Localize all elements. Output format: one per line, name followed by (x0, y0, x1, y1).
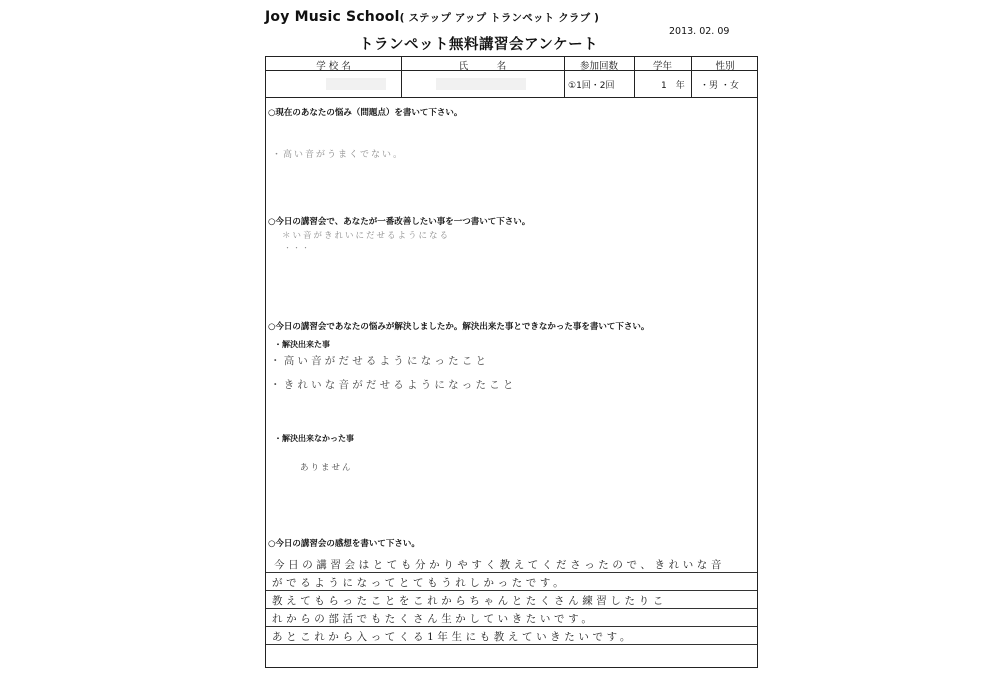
survey-form (265, 56, 758, 668)
participation-count-value[interactable]: ①1回・2回 (568, 81, 615, 91)
header-grade-column: 学年 (652, 61, 672, 72)
impression-line[interactable]: あとこれから入ってくる1年生にも教えていきたいです。 (272, 631, 634, 643)
question-resolution: ○今日の講習会であなたの悩みが解決しましたか。解決出来た事とできなかった事を書いて下さい。 (268, 322, 650, 332)
answer-improvement-goal-extra[interactable]: ・・・ (284, 244, 311, 252)
redacted-name-field[interactable] (436, 78, 526, 90)
header-gender-column: 性別 (715, 61, 735, 72)
survey-date: 2013. 02. 09 (669, 26, 730, 37)
redacted-school-field[interactable] (326, 78, 386, 90)
header-name-column: 氏 名 (458, 61, 507, 72)
gender-value[interactable]: ・男 ・女 (700, 81, 739, 91)
question-current-problem: ○現在のあなたの悩み（問題点）を書いて下さい。 (268, 108, 463, 118)
unsolved-item[interactable]: ありません (300, 463, 353, 473)
solved-item[interactable]: ・高い音がだせるようになったこと (270, 355, 490, 367)
grade-value[interactable]: 1 年 (661, 81, 685, 91)
school-header (265, 9, 599, 25)
unsolved-label: ・解決出来なかった事 (274, 434, 354, 443)
impression-line[interactable]: がでるようになってとてもうれしかったです。 (272, 577, 568, 589)
survey-sheet (255, 0, 765, 700)
school-name: Joy Music School (265, 9, 400, 25)
solved-item[interactable]: ・きれいな音がだせるようになったこと (270, 379, 517, 391)
solved-label: ・解決出来た事 (274, 340, 330, 349)
answer-improvement-goal[interactable]: ＊い音がきれいにだせるようになる (282, 231, 451, 241)
survey-title: トランペット無料講習会アンケート (359, 37, 599, 53)
impression-line[interactable]: 今日の講習会はとても分かりやすく教えてくださったので、きれいな音 (274, 559, 725, 571)
question-improvement-goal: ○今日の講習会で、あなたが一番改善したい事を一つ書いて下さい。 (268, 217, 531, 227)
impression-line[interactable]: 教えてもらったことをこれからちゃんとたくさん練習したりこ (272, 595, 667, 607)
club-name: ( ステップ アップ トランペット クラブ ) (399, 12, 600, 24)
answer-current-problem[interactable]: ・高い音がうまくでない。 (272, 150, 405, 160)
question-impressions: ○今日の講習会の感想を書いて下さい。 (268, 539, 420, 549)
header-school-column: 学 校 名 (316, 61, 351, 72)
impression-line[interactable]: れからの部活でもたくさん生かしていきたいです。 (272, 613, 596, 625)
header-count-column: 参加回数 (579, 61, 618, 72)
